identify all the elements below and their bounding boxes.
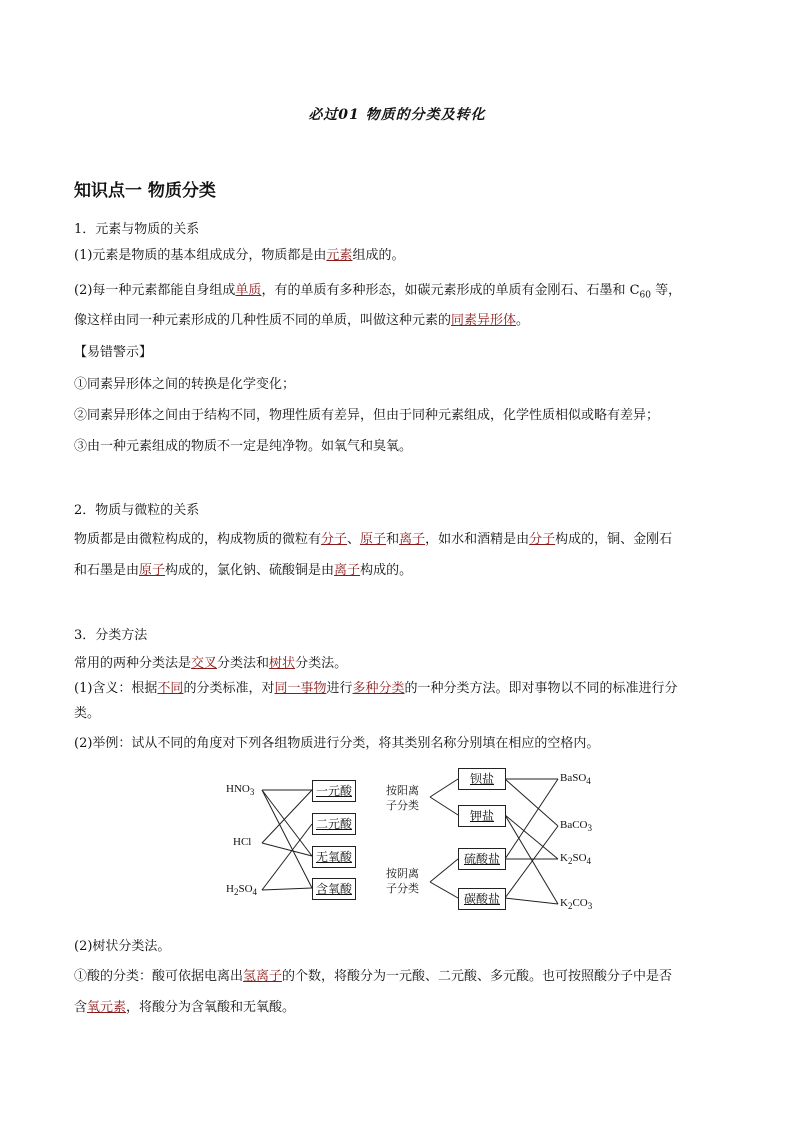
page-title: 必过01 物质的分类及转化 <box>308 107 486 123</box>
para-1-1: (1)元素是物质的基本组成成分，物质都是由元素组成的。 <box>74 248 405 263</box>
para-3-2: (1)含义：根据不同的分类标准，对同一事物进行多种分类的一种分类方法。即对事物以不同的标准进行分 <box>74 681 678 696</box>
warning-label: 【易错警示】 <box>74 345 153 360</box>
answer-blank: 氧元素 <box>87 1000 127 1015</box>
para-3-1: 常用的两种分类法是交叉分类法和树状分类法。 <box>74 656 348 671</box>
box-oxyacid: 含氧酸 <box>312 878 356 900</box>
answer-blank: 元素 <box>326 248 353 263</box>
answer-blank: 氢离子 <box>243 969 283 984</box>
answer-blank: 分子 <box>529 532 556 547</box>
subheading-3: 3．分类方法 <box>74 628 148 643</box>
compound-baco3: BaCO$_3$ <box>560 819 592 834</box>
para-3-3: (2)举例：试从不同的角度对下列各组物质进行分类，将其类别名称分别填在相应的空格内。 <box>74 736 600 751</box>
para-3-4: (2)树状分类法。 <box>74 939 171 954</box>
answer-blank: 树状 <box>269 656 296 671</box>
answer-blank: 原子 <box>360 532 387 547</box>
answer-blank: 同一事物 <box>274 681 327 696</box>
compound-h2so4: $H_2SO_4$ <box>226 883 258 898</box>
para-2-1: 物质都是由微粒构成的，构成物质的微粒有分子、原子和离子，如水和酒精是由分子构成的，铜、金刚石 <box>74 532 673 547</box>
compound-k2co3: $K_2CO_3$ <box>560 897 593 912</box>
label-by-anion: 按阴离 子分类 <box>386 867 419 895</box>
box-dibasic-acid: 二元酸 <box>312 813 356 835</box>
label-by-cation: 按阳离 子分类 <box>386 784 419 812</box>
answer-blank: 离子 <box>399 532 426 547</box>
answer-blank: 单质 <box>235 283 262 298</box>
box-monobasic-acid: 一元酸 <box>312 780 356 802</box>
section-heading-1: 知识点一 物质分类 <box>74 181 216 201</box>
warning-3: ③由一种元素组成的物质不一定是纯净物。如氧气和臭氧。 <box>74 439 413 454</box>
para-1-2-cont: 像这样由同一种元素形成的几种性质不同的单质，叫做这种元素的同素异形体。 <box>74 313 530 328</box>
answer-blank: 同素异形体 <box>451 313 517 328</box>
compound-k2so4: $K_2SO_4$ <box>560 852 592 867</box>
para-1-2: (2)每一种元素都能自身组成单质，有的单质有多种形态，如碳元素形成的单质有金刚石、石墨和 $C_{60}$ 等， <box>74 283 682 301</box>
para-2-2: 和石墨是由原子构成的，氯化钠、硫酸铜是由离子构成的。 <box>74 563 413 578</box>
para-3-2-cont: 类。 <box>74 706 101 721</box>
subheading-2: 2．物质与微粒的关系 <box>74 503 200 518</box>
box-sulfate: 硫酸盐 <box>458 848 506 870</box>
compound-hcl: HCl <box>233 836 252 848</box>
box-carbonate: 碳酸盐 <box>458 888 506 910</box>
answer-blank: 原子 <box>139 563 166 578</box>
answer-blank: 离子 <box>334 563 361 578</box>
answer-blank: 多种分类 <box>352 681 405 696</box>
para-3-5-cont: 含氧元素，将酸分为含氧酸和无氧酸。 <box>74 1000 296 1015</box>
box-potassium-salt: 钾盐 <box>458 805 506 827</box>
box-oxygen-free-acid: 无氧酸 <box>312 846 356 868</box>
answer-blank: 分子 <box>321 532 348 547</box>
warning-2: ②同素异形体之间由于结构不同，物理性质有差异，但由于同种元素组成，化学性质相似或略有差异； <box>74 408 660 423</box>
box-barium-salt: 钡盐 <box>458 768 506 790</box>
compound-baso4: BaSO$_4$ <box>560 772 591 787</box>
compound-hno3: $HNO_3$ <box>226 783 255 798</box>
para-3-5: ①酸的分类：酸可依据电离出氢离子的个数，将酸分为一元酸、二元酸、多元酸。也可按照酸分子中是否 <box>74 969 673 984</box>
answer-blank: 不同 <box>157 681 184 696</box>
subheading-1: 1．元素与物质的关系 <box>74 222 200 237</box>
warning-1: ①同素异形体之间的转换是化学变化； <box>74 377 296 392</box>
answer-blank: 交叉 <box>191 656 218 671</box>
